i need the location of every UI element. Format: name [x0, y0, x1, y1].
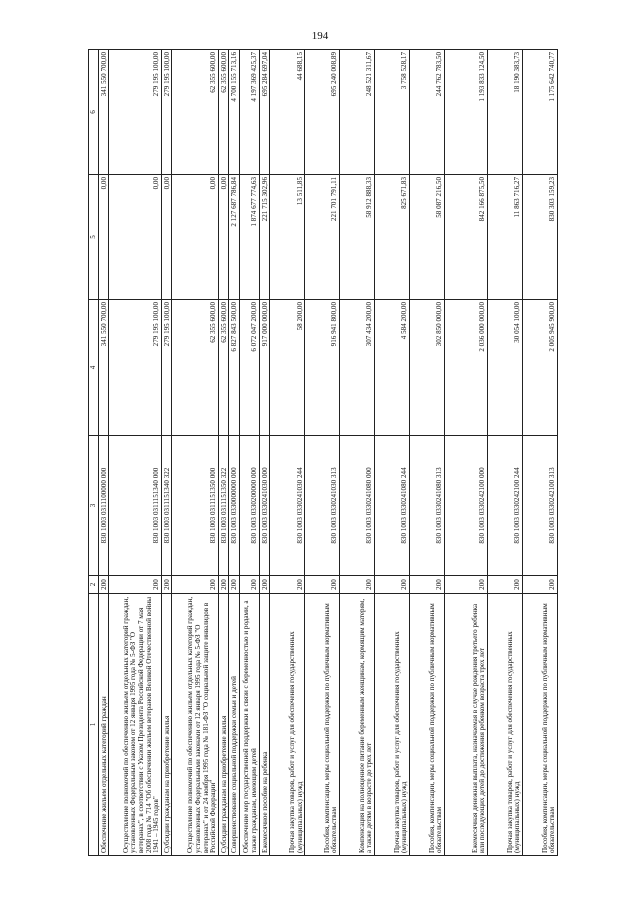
row-budget-code: 830 1003 0311151350 000 — [172, 436, 219, 576]
row-executed-amount: 0,00 — [161, 175, 171, 300]
row-remaining-amount: 695 240 008,89 — [305, 50, 340, 175]
row-budget-code: 830 1003 0330242100 313 — [522, 436, 557, 576]
budget-execution-table — [88, 49, 558, 856]
table-header-row — [89, 50, 99, 856]
header-cell: 4 — [89, 300, 99, 436]
row-name: Ежемесячная денежная выплата, назначаемая в случае рождения третьего ребенка или последующих детей до достижения ребенком возраста трех лет — [444, 594, 487, 856]
row-name: Обеспечение жильем отдельных категорий граждан — [99, 594, 109, 856]
table-row — [259, 50, 269, 856]
row-approved-amount: 307 434 200,00 — [340, 300, 375, 436]
table-row — [161, 50, 171, 856]
rotated-page-area — [88, 50, 558, 856]
budget-table-frame — [88, 50, 558, 856]
row-admin-code: 200 — [444, 576, 487, 594]
row-approved-amount: 2 005 945 900,00 — [522, 300, 557, 436]
row-name: Совершенствование социальной поддержки семьи и детей — [229, 594, 239, 856]
row-remaining-amount: 279 195 100,00 — [161, 50, 171, 175]
row-approved-amount: 916 941 800,00 — [305, 300, 340, 436]
table-row — [444, 50, 487, 856]
row-admin-code: 200 — [218, 576, 228, 594]
row-budget-code: 830 1003 0330241030 000 — [259, 436, 269, 576]
row-remaining-amount: 44 688,15 — [270, 50, 305, 175]
row-remaining-amount: 1 193 833 124,50 — [444, 50, 487, 175]
row-remaining-amount: 3 758 528,17 — [375, 50, 410, 175]
table-row — [239, 50, 259, 856]
row-executed-amount: 0,00 — [99, 175, 109, 300]
row-executed-amount: 58 087 216,50 — [409, 175, 444, 300]
row-executed-amount: 825 671,83 — [375, 175, 410, 300]
row-admin-code: 200 — [109, 576, 161, 594]
header-cell: 3 — [89, 436, 99, 576]
row-remaining-amount: 1 175 642 740,77 — [522, 50, 557, 175]
table-row — [270, 50, 305, 856]
row-budget-code: 830 1003 0330241080 000 — [340, 436, 375, 576]
row-remaining-amount: 4 197 369 425,37 — [239, 50, 259, 175]
header-cell: 1 — [89, 594, 99, 856]
row-budget-code: 830 1003 0311151340 322 — [161, 436, 171, 576]
row-name: Осуществление полномочий по обеспечению жильем отдельных категорий граждан, установленных Федеральными законами от 12 января 1995 года № 5-ФЗ "О ветеранах" и от 24 ноября 1995 года № 181-ФЗ "О социальной защите инвалидов в Российской Федерации" — [172, 594, 219, 856]
table-row — [340, 50, 375, 856]
row-executed-amount: 830 303 159,23 — [522, 175, 557, 300]
row-name: Прочая закупка товаров, работ и услуг для обеспечения государственных (муниципальных) нужд — [375, 594, 410, 856]
row-name: Прочая закупка товаров, работ и услуг для обеспечения государственных (муниципальных) нужд — [270, 594, 305, 856]
table-row — [375, 50, 410, 856]
row-admin-code: 200 — [340, 576, 375, 594]
row-executed-amount: 0,00 — [172, 175, 219, 300]
row-admin-code: 200 — [172, 576, 219, 594]
row-admin-code: 200 — [270, 576, 305, 594]
row-remaining-amount: 248 521 311,67 — [340, 50, 375, 175]
row-approved-amount: 917 000 000,00 — [259, 300, 269, 436]
row-admin-code: 200 — [239, 576, 259, 594]
row-name: Прочая закупка товаров, работ и услуг для обеспечения государственных (муниципальных) нужд — [488, 594, 523, 856]
row-name: Пособия, компенсации, меры социальной поддержки по публичным нормативным обязательствам — [522, 594, 557, 856]
row-approved-amount: 302 850 000,00 — [409, 300, 444, 436]
row-name: Осуществление полномочий по обеспечению жильем отдельных категорий граждан, установленных Федеральным законом от 12 января 1995 года № 5-ФЗ "О ветеранах", в соответствии с Указом Президента Российской Федерации от 7 мая 2008 года № 714 "Об обеспечении жильем ветеранов Великой Отечественной войны 1941 – 1945 годов" — [109, 594, 161, 856]
table-row — [99, 50, 109, 856]
table-row — [218, 50, 228, 856]
table-row — [488, 50, 523, 856]
row-budget-code: 830 1003 0330242100 244 — [488, 436, 523, 576]
row-executed-amount: 2 127 687 786,84 — [229, 175, 239, 300]
row-budget-code: 830 1003 0330241030 244 — [270, 436, 305, 576]
row-admin-code: 200 — [488, 576, 523, 594]
table-row — [229, 50, 239, 856]
row-executed-amount: 13 511,85 — [270, 175, 305, 300]
row-remaining-amount: 62 355 600,00 — [218, 50, 228, 175]
header-cell: 2 — [89, 576, 99, 594]
row-name: Субсидии гражданам на приобретение жилья — [218, 594, 228, 856]
row-executed-amount: 0,00 — [218, 175, 228, 300]
row-name: Субсидии гражданам на приобретение жилья — [161, 594, 171, 856]
row-budget-code: 830 1003 0330241080 313 — [409, 436, 444, 576]
row-executed-amount: 221 701 791,11 — [305, 175, 340, 300]
row-approved-amount: 6 827 843 500,00 — [229, 300, 239, 436]
row-approved-amount: 30 054 100,00 — [488, 300, 523, 436]
row-admin-code: 200 — [409, 576, 444, 594]
row-admin-code: 200 — [259, 576, 269, 594]
row-approved-amount: 279 195 100,00 — [109, 300, 161, 436]
row-remaining-amount: 279 195 100,00 — [109, 50, 161, 175]
row-executed-amount: 11 863 716,27 — [488, 175, 523, 300]
header-cell: 6 — [89, 50, 99, 175]
row-budget-code: 830 1003 0311100000 000 — [99, 436, 109, 576]
row-admin-code: 200 — [229, 576, 239, 594]
row-approved-amount: 62 355 600,00 — [172, 300, 219, 436]
row-budget-code: 830 1003 0311151340 000 — [109, 436, 161, 576]
row-approved-amount: 279 195 100,00 — [161, 300, 171, 436]
row-approved-amount: 4 584 200,00 — [375, 300, 410, 436]
row-executed-amount: 842 166 875,50 — [444, 175, 487, 300]
row-remaining-amount: 62 355 600,00 — [172, 50, 219, 175]
row-remaining-amount: 695 284 697,04 — [259, 50, 269, 175]
row-budget-code: 830 1003 0330000000 000 — [229, 436, 239, 576]
page-number: 194 — [311, 30, 329, 42]
row-approved-amount: 62 355 600,00 — [218, 300, 228, 436]
row-admin-code: 200 — [161, 576, 171, 594]
row-remaining-amount: 4 700 155 713,16 — [229, 50, 239, 175]
row-executed-amount: 0,00 — [109, 175, 161, 300]
row-remaining-amount: 18 190 383,73 — [488, 50, 523, 175]
row-remaining-amount: 341 550 700,00 — [99, 50, 109, 175]
row-name: Компенсация на полноценное питание беременным женщинам, кормящим матерям, а также детям в возрасте до трех лет — [340, 594, 375, 856]
row-budget-code: 830 1003 0311151350 322 — [218, 436, 228, 576]
row-approved-amount: 6 072 047 200,00 — [239, 300, 259, 436]
row-name: Пособия, компенсации, меры социальной поддержки по публичным нормативным обязательствам — [305, 594, 340, 856]
row-budget-code: 830 1003 0330241030 313 — [305, 436, 340, 576]
row-admin-code: 200 — [99, 576, 109, 594]
row-executed-amount: 221 715 302,96 — [259, 175, 269, 300]
table-row — [522, 50, 557, 856]
row-approved-amount: 58 200,00 — [270, 300, 305, 436]
row-name: Пособия, компенсации, меры социальной поддержки по публичным нормативным обязательствам — [409, 594, 444, 856]
row-budget-code: 830 1003 0330242100 000 — [444, 436, 487, 576]
row-approved-amount: 2 036 000 000,00 — [444, 300, 487, 436]
row-executed-amount: 1 874 677 774,63 — [239, 175, 259, 300]
table-row — [409, 50, 444, 856]
row-name: Ежемесячное пособие на ребенка — [259, 594, 269, 856]
row-budget-code: 830 1003 0330200000 000 — [239, 436, 259, 576]
header-cell: 5 — [89, 175, 99, 300]
row-approved-amount: 341 550 700,00 — [99, 300, 109, 436]
row-admin-code: 200 — [375, 576, 410, 594]
table-row — [109, 50, 161, 856]
row-executed-amount: 58 912 888,33 — [340, 175, 375, 300]
row-budget-code: 830 1003 0330241080 244 — [375, 436, 410, 576]
row-name: Обеспечение мер государственной поддержки в связи с беременностью и родами, а также гражданам, имеющим детей — [239, 594, 259, 856]
row-admin-code: 200 — [522, 576, 557, 594]
table-row — [172, 50, 219, 856]
row-admin-code: 200 — [305, 576, 340, 594]
row-remaining-amount: 244 762 783,50 — [409, 50, 444, 175]
table-row — [305, 50, 340, 856]
